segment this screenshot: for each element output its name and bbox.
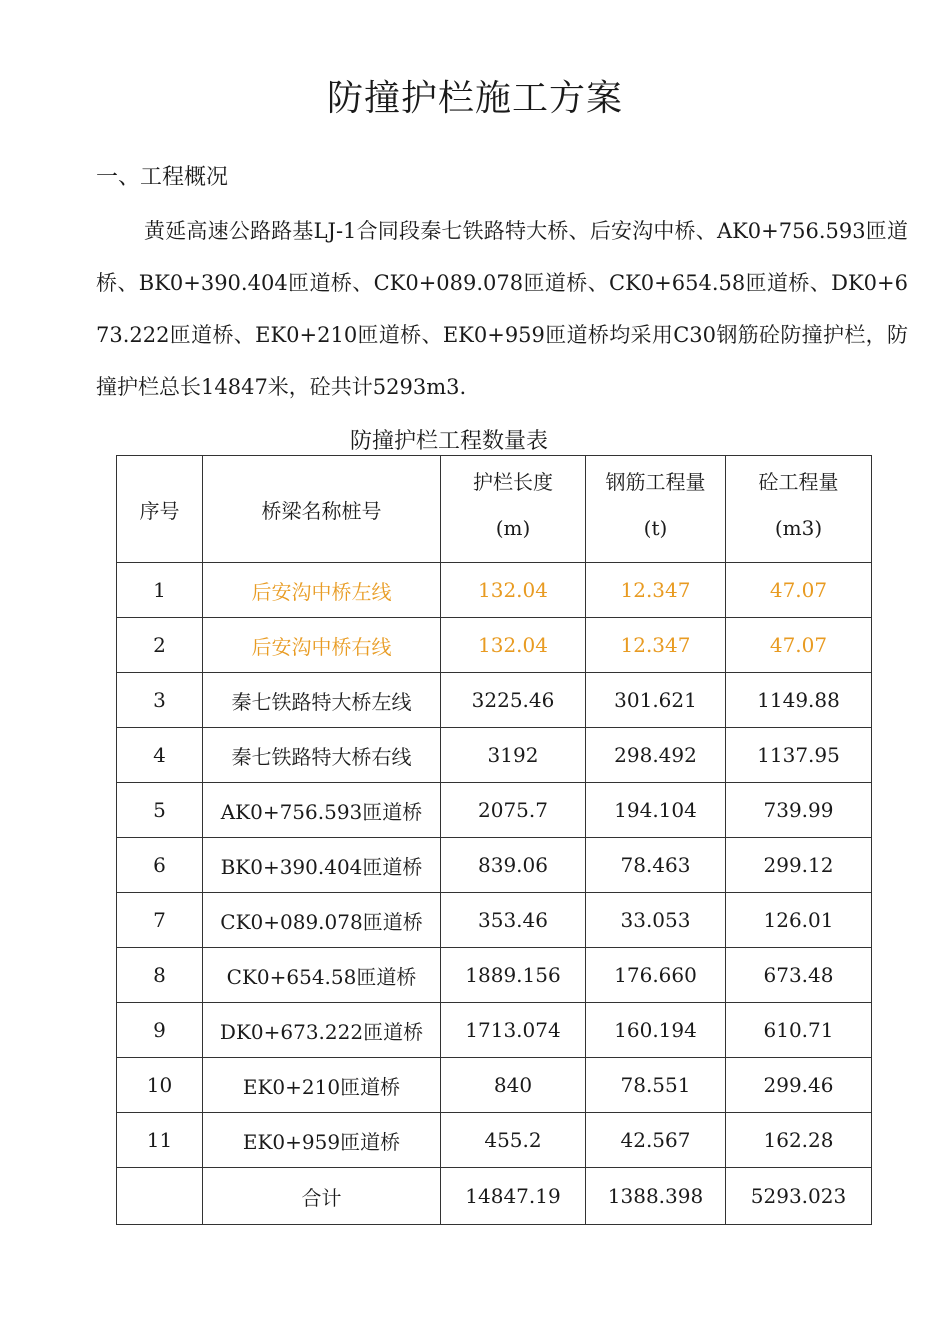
total-index [117, 1168, 203, 1225]
section-heading: 一、工程概况 [96, 165, 229, 190]
cell-bridge-name: 后安沟中桥左线 [203, 563, 441, 618]
header-bridge-name: 桥梁名称桩号 [203, 456, 441, 563]
header-concrete-label: 砼工程量 [758, 470, 839, 494]
cell-rebar: 78.551 [586, 1058, 726, 1113]
cell-index: 11 [117, 1113, 203, 1168]
cell-bridge-name: CK0+654.58匝道桥 [203, 948, 441, 1003]
table-row [117, 948, 872, 1003]
cell-bridge-name: EK0+959匝道桥 [203, 1113, 441, 1168]
table-row [117, 783, 872, 838]
cell-rebar: 33.053 [586, 893, 726, 948]
header-rebar-unit: (t) [643, 516, 668, 540]
cell-rebar: 160.194 [586, 1003, 726, 1058]
cell-concrete: 1137.95 [726, 728, 872, 783]
cell-bridge-name: EK0+210匝道桥 [203, 1058, 441, 1113]
cell-bridge-name: DK0+673.222匝道桥 [203, 1003, 441, 1058]
cell-index: 8 [117, 948, 203, 1003]
cell-index: 1 [117, 563, 203, 618]
cell-length: 353.46 [441, 893, 586, 948]
cell-concrete: 47.07 [726, 618, 872, 673]
cell-index: 9 [117, 1003, 203, 1058]
table-row [117, 563, 872, 618]
header-length [441, 456, 586, 563]
cell-length: 840 [441, 1058, 586, 1113]
header-index: 序号 [117, 456, 203, 563]
cell-length: 1713.074 [441, 1003, 586, 1058]
cell-rebar: 12.347 [586, 618, 726, 673]
cell-index: 4 [117, 728, 203, 783]
table-total-row [117, 1168, 872, 1225]
quantity-table [116, 455, 872, 1225]
cell-index: 2 [117, 618, 203, 673]
total-rebar: 1388.398 [586, 1168, 726, 1225]
cell-concrete: 673.48 [726, 948, 872, 1003]
table-row [117, 893, 872, 948]
cell-concrete: 126.01 [726, 893, 872, 948]
cell-length: 3192 [441, 728, 586, 783]
cell-bridge-name: 后安沟中桥右线 [203, 618, 441, 673]
header-length-label: 护栏长度 [473, 470, 553, 494]
cell-length: 1889.156 [441, 948, 586, 1003]
cell-bridge-name: BK0+390.404匝道桥 [203, 838, 441, 893]
cell-rebar: 176.660 [586, 948, 726, 1003]
cell-rebar: 301.621 [586, 673, 726, 728]
overview-paragraph: 黄延高速公路路基LJ-1合同段秦七铁路特大桥、后安沟中桥、AK0+756.593匝道桥、BK0+390.404匝道桥、CK0+089.078匝道桥、CK0+654.58匝道桥、DK0+673.222匝道桥、EK0+210匝道桥、EK0+959匝道桥均采用C30钢筋砼防撞护栏，防撞护栏总长14847米，砼共计5293m3. [96, 219, 908, 399]
cell-rebar: 298.492 [586, 728, 726, 783]
cell-bridge-name: CK0+089.078匝道桥 [203, 893, 441, 948]
cell-concrete: 162.28 [726, 1113, 872, 1168]
cell-index: 6 [117, 838, 203, 893]
cell-concrete: 47.07 [726, 563, 872, 618]
cell-bridge-name: 秦七铁路特大桥左线 [203, 673, 441, 728]
table-row [117, 1003, 872, 1058]
cell-length: 132.04 [441, 563, 586, 618]
document-title: 防撞护栏施工方案 [326, 78, 623, 119]
table-header-row [117, 456, 872, 563]
cell-index: 3 [117, 673, 203, 728]
table-row [117, 1058, 872, 1113]
cell-length: 839.06 [441, 838, 586, 893]
cell-rebar: 194.104 [586, 783, 726, 838]
cell-length: 2075.7 [441, 783, 586, 838]
cell-index: 10 [117, 1058, 203, 1113]
total-length: 14847.19 [441, 1168, 586, 1225]
table-row [117, 618, 872, 673]
table-row [117, 1113, 872, 1168]
table-row [117, 838, 872, 893]
cell-rebar: 78.463 [586, 838, 726, 893]
cell-length: 3225.46 [441, 673, 586, 728]
table-row [117, 673, 872, 728]
table-row [117, 728, 872, 783]
cell-concrete: 1149.88 [726, 673, 872, 728]
cell-rebar: 12.347 [586, 563, 726, 618]
header-length-unit: (m) [495, 516, 531, 540]
cell-bridge-name: AK0+756.593匝道桥 [203, 783, 441, 838]
cell-concrete: 299.12 [726, 838, 872, 893]
total-concrete: 5293.023 [726, 1168, 872, 1225]
table-caption: 防撞护栏工程数量表 [349, 429, 548, 454]
cell-bridge-name: 秦七铁路特大桥右线 [203, 728, 441, 783]
header-concrete [726, 456, 872, 563]
cell-rebar: 42.567 [586, 1113, 726, 1168]
header-rebar-label: 钢筋工程量 [605, 470, 706, 494]
cell-length: 455.2 [441, 1113, 586, 1168]
cell-concrete: 739.99 [726, 783, 872, 838]
header-rebar [586, 456, 726, 563]
header-concrete-unit: (m3) [774, 516, 823, 540]
total-label: 合计 [203, 1168, 441, 1225]
cell-concrete: 299.46 [726, 1058, 872, 1113]
cell-index: 5 [117, 783, 203, 838]
cell-index: 7 [117, 893, 203, 948]
cell-concrete: 610.71 [726, 1003, 872, 1058]
cell-length: 132.04 [441, 618, 586, 673]
